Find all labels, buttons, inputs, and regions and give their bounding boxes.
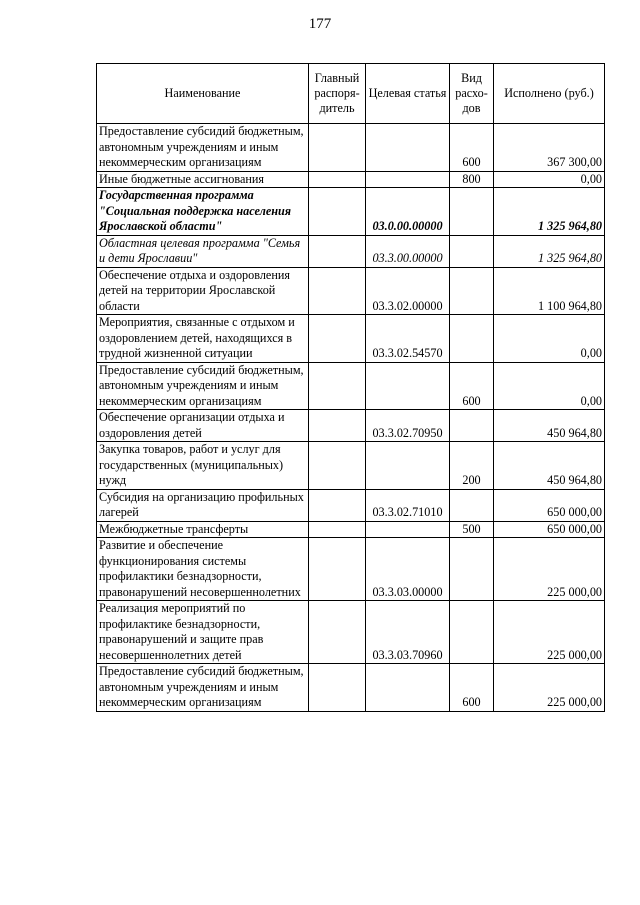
table-row (97, 124, 605, 172)
cell-manager (309, 188, 366, 236)
cell-name: Предоставление субсидий бюджетным, автономным учреждениям и иным некоммерческим организациям (97, 124, 309, 172)
cell-amount: 650 000,00 (494, 489, 605, 521)
cell-amount: 0,00 (494, 315, 605, 363)
table-row (97, 410, 605, 442)
table-row (97, 362, 605, 410)
table-row (97, 235, 605, 267)
cell-type (450, 538, 494, 601)
table-row (97, 442, 605, 490)
cell-type (450, 410, 494, 442)
page-number: 177 (308, 16, 332, 32)
table-row (97, 489, 605, 521)
cell-type: 200 (450, 442, 494, 490)
cell-article: 03.3.03.00000 (366, 538, 450, 601)
cell-manager (309, 664, 366, 712)
cell-amount: 0,00 (494, 362, 605, 410)
cell-name: Предоставление субсидий бюджетным, автономным учреждениям и иным некоммерческим организациям (97, 664, 309, 712)
cell-article: 03.0.00.00000 (366, 188, 450, 236)
cell-article (366, 362, 450, 410)
header-manager: Главный распоря-дитель (309, 64, 366, 124)
cell-amount: 450 964,80 (494, 410, 605, 442)
cell-type (450, 267, 494, 315)
table-row (97, 521, 605, 538)
cell-article (366, 171, 450, 188)
cell-type (450, 188, 494, 236)
cell-type: 500 (450, 521, 494, 538)
table-row (97, 601, 605, 664)
cell-name: Государственная программа "Социальная поддержка населения Ярославской области" (97, 188, 309, 236)
cell-manager (309, 601, 366, 664)
budget-table (96, 63, 605, 712)
cell-type: 600 (450, 124, 494, 172)
table-row (97, 664, 605, 712)
cell-article (366, 442, 450, 490)
cell-type: 600 (450, 362, 494, 410)
cell-manager (309, 521, 366, 538)
cell-manager (309, 410, 366, 442)
header-article: Целевая статья (366, 64, 450, 124)
cell-name: Предоставление субсидий бюджетным, автономным учреждениям и иным некоммерческим организациям (97, 362, 309, 410)
header-name: Наименование (97, 64, 309, 124)
table-header-row (97, 64, 605, 124)
cell-amount: 225 000,00 (494, 538, 605, 601)
cell-type (450, 315, 494, 363)
table-row (97, 171, 605, 188)
cell-amount: 650 000,00 (494, 521, 605, 538)
cell-article: 03.3.02.54570 (366, 315, 450, 363)
cell-article: 03.3.02.70950 (366, 410, 450, 442)
cell-manager (309, 124, 366, 172)
cell-name: Обеспечение организации отдыха и оздоровления детей (97, 410, 309, 442)
cell-manager (309, 442, 366, 490)
header-executed: Исполнено (руб.) (494, 64, 605, 124)
cell-article: 03.3.02.71010 (366, 489, 450, 521)
table-row (97, 267, 605, 315)
cell-name: Межбюджетные трансферты (97, 521, 309, 538)
cell-article: 03.3.02.00000 (366, 267, 450, 315)
cell-manager (309, 171, 366, 188)
cell-manager (309, 235, 366, 267)
cell-name: Областная целевая программа "Семья и дети Ярославии" (97, 235, 309, 267)
cell-manager (309, 315, 366, 363)
cell-amount: 1 100 964,80 (494, 267, 605, 315)
header-type: Вид расхо-дов (450, 64, 494, 124)
cell-name: Иные бюджетные ассигнования (97, 171, 309, 188)
cell-amount: 450 964,80 (494, 442, 605, 490)
cell-type (450, 235, 494, 267)
cell-type: 800 (450, 171, 494, 188)
cell-name: Закупка товаров, работ и услуг для государственных (муниципальных) нужд (97, 442, 309, 490)
table-row (97, 188, 605, 236)
cell-name: Обеспечение отдыха и оздоровления детей на территории Ярославской области (97, 267, 309, 315)
cell-article (366, 521, 450, 538)
cell-amount: 0,00 (494, 171, 605, 188)
cell-name: Мероприятия, связанные с отдыхом и оздоровлением детей, находящихся в трудной жизненной ситуации (97, 315, 309, 363)
cell-amount: 1 325 964,80 (494, 188, 605, 236)
cell-type: 600 (450, 664, 494, 712)
cell-type (450, 601, 494, 664)
cell-type (450, 489, 494, 521)
cell-article: 03.3.00.00000 (366, 235, 450, 267)
cell-manager (309, 489, 366, 521)
cell-manager (309, 267, 366, 315)
cell-manager (309, 538, 366, 601)
cell-name: Субсидия на организацию профильных лагерей (97, 489, 309, 521)
table-row (97, 315, 605, 363)
cell-name: Развитие и обеспечение функционирования системы профилактики безнадзорности, правонарушений несовершеннолетних (97, 538, 309, 601)
cell-amount: 1 325 964,80 (494, 235, 605, 267)
cell-manager (309, 362, 366, 410)
cell-name: Реализация мероприятий по профилактике безнадзорности, правонарушений и защите прав несовершеннолетних детей (97, 601, 309, 664)
cell-article (366, 664, 450, 712)
cell-amount: 225 000,00 (494, 601, 605, 664)
cell-article (366, 124, 450, 172)
table-row (97, 538, 605, 601)
cell-article: 03.3.03.70960 (366, 601, 450, 664)
cell-amount: 367 300,00 (494, 124, 605, 172)
cell-amount: 225 000,00 (494, 664, 605, 712)
